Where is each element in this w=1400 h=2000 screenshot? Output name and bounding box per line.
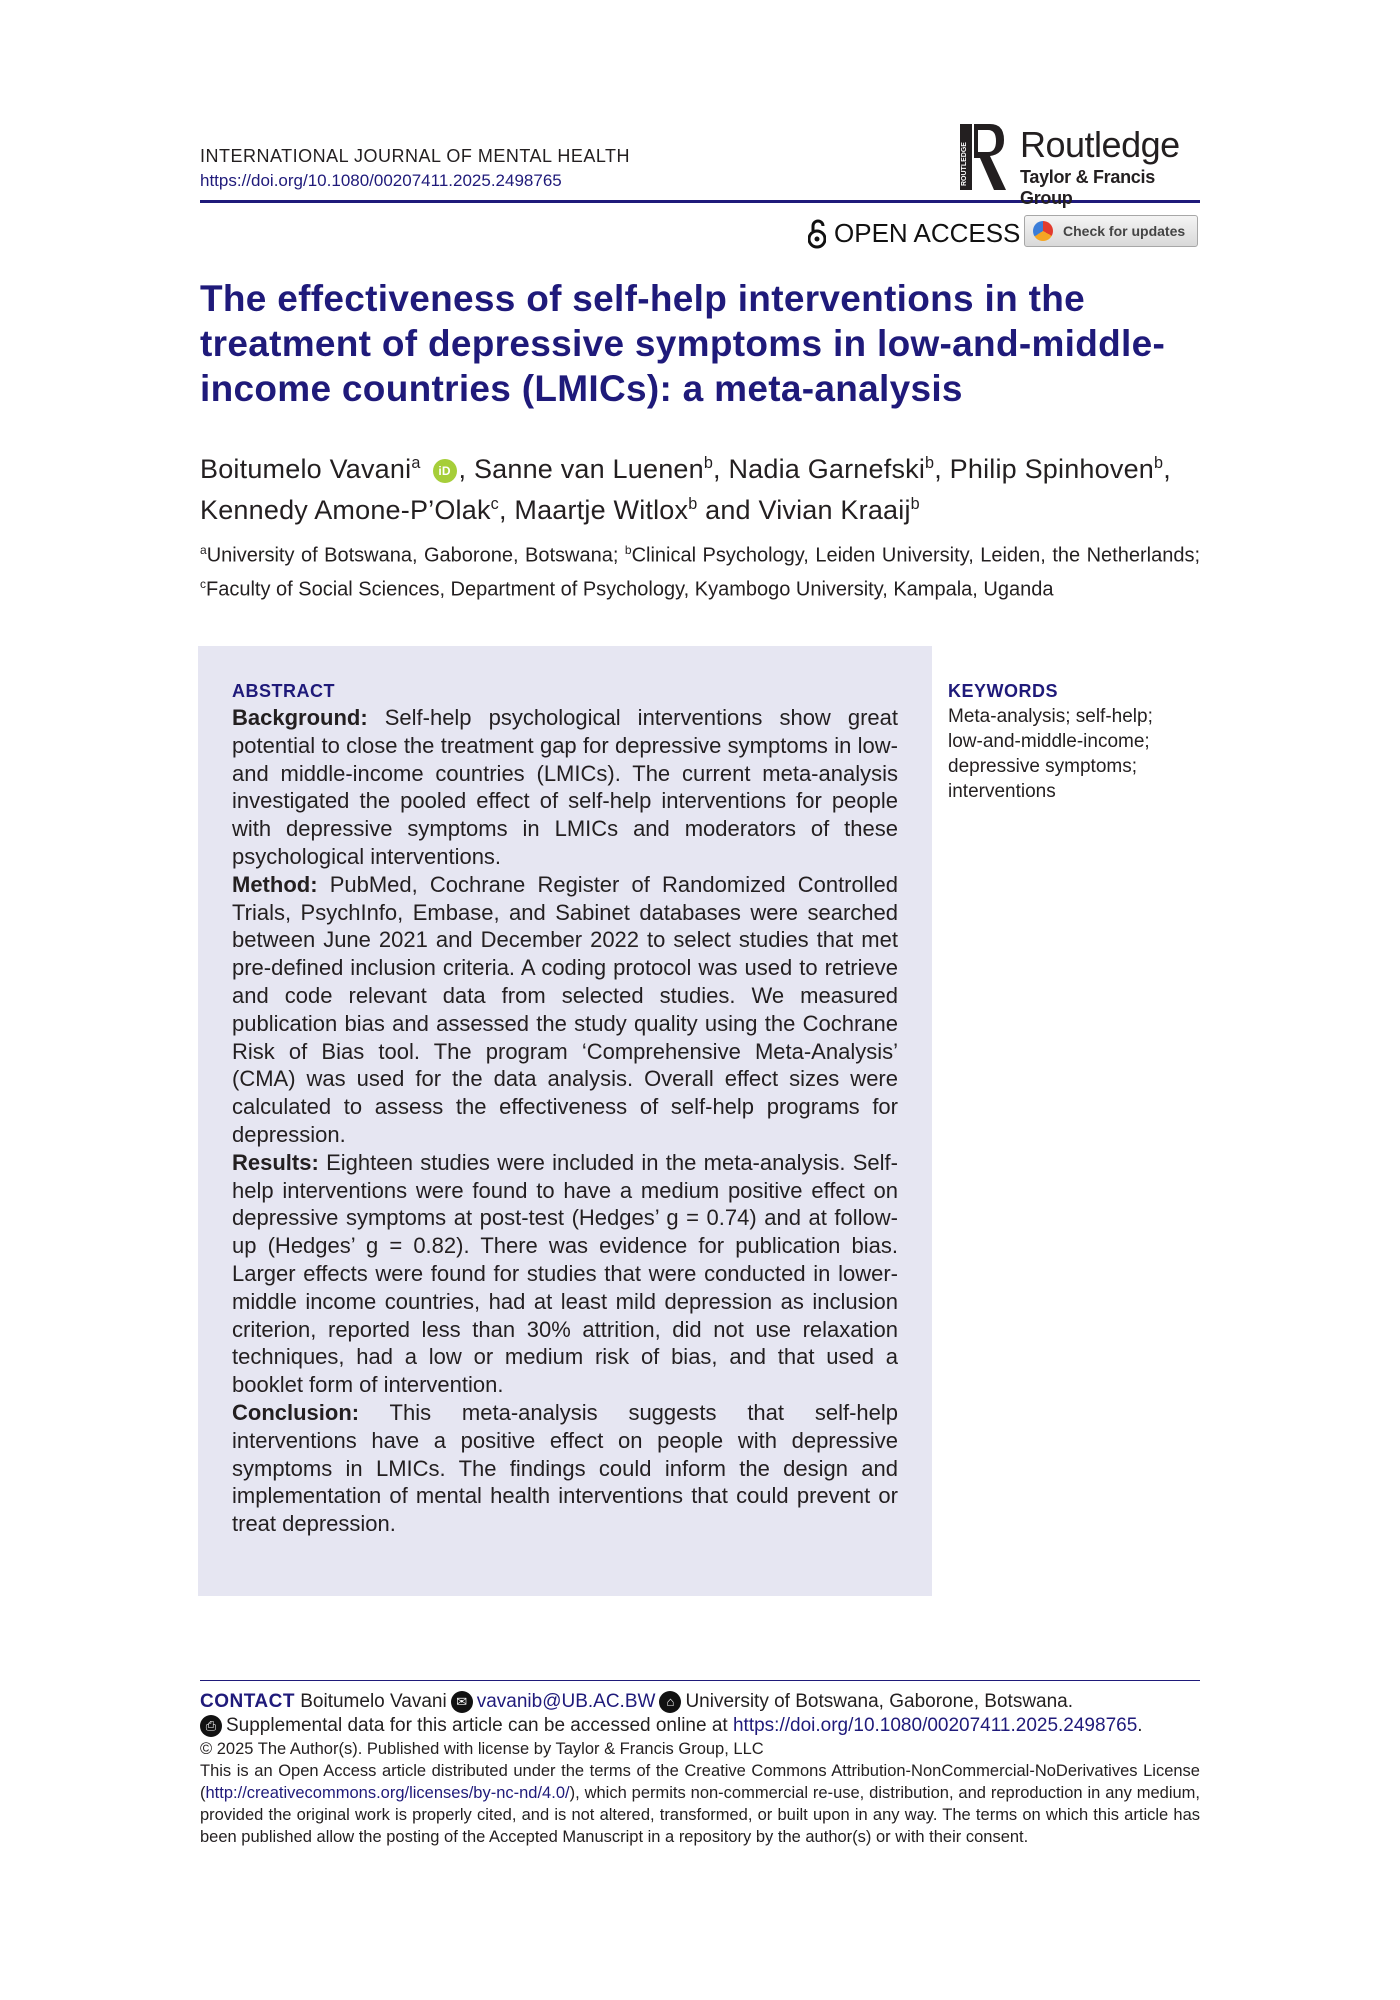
keywords-text: Meta-analysis; self-help; low-and-middle-income; depressive symptoms; interventions [948,706,1153,802]
check-for-updates-button[interactable] [1024,215,1198,247]
publisher-group: Taylor & Francis Group [1020,167,1155,208]
check-for-updates-label: Check for updates [1063,223,1186,239]
publisher-name: Routledge [1020,124,1180,165]
routledge-r-logo-icon [960,124,1008,190]
article-doi-link[interactable]: https://doi.org/10.1080/00207411.2025.2498765 [200,171,562,190]
author-list: Boitumelo Vavani$^a$ iD , Sanne van Luenen$^b$, Nadia Garnefski$^b$, Philip Spinhoven$^b$, Kennedy Amone-P’Olak$^c$, Maartje Witlox$^b$ and Vivian Kraaij$^b$ [200,454,1171,525]
license-link[interactable]: http://creativecommons.org/licenses/by-nc-nd/4.0/ [205,1784,570,1802]
keywords-block [948,680,1188,804]
supplemental-link[interactable]: https://doi.org/10.1080/00207411.2025.2498765 [732,1715,1138,1736]
contact-email-link[interactable]: vavanib@UB.AC.BW [476,1691,656,1712]
license-text [200,1738,1200,1848]
abstract-box [198,646,932,1596]
supplemental-icon: ⎙ [200,1715,222,1737]
author: Kennedy Amone-P’Olak$^c$ [200,495,499,525]
address-icon: ⌂ [659,1691,681,1713]
abstract-background: Background: Self-help psychological interventions show great potential to close the treatment gap for depressive symptoms in low-and middle-income countries (LMICs). The current meta-analysis investigated the pooled effect of self-help interventions for people with depressive symptoms in LMICs and moderators of these psychological interventions. [232,705,898,869]
journal-name: INTERNATIONAL JOURNAL OF MENTAL HEALTH [200,146,631,166]
open-access-label: OPEN ACCESS [834,218,1021,248]
author: Philip Spinhoven$^b$ [949,454,1164,484]
author: Boitumelo Vavani$^a$ [200,454,421,484]
open-lock-icon [808,219,826,249]
copyright-line: © 2025 The Author(s). Published with license by Taylor & Francis Group, LLC [200,1740,764,1758]
publisher-logo [960,124,1200,208]
license-paragraph: This is an Open Access article distributed under the terms of the Creative Commons Attribution-NonCommercial-NoDerivatives License (http://creativecommons.org/licenses/by-nc-nd/4.0/), which permits non-commercial re-use, distribution, and reproduction in any medium, provided the original work is properly cited, and is not altered, transformed, or built upon in any way. The terms on which this article has been published allow the posting of the Accepted Manuscript in a repository by the author(s) or with their consent. [200,1762,1200,1846]
contact-address: University of Botswana, Gaborone, Botswana. [685,1691,1074,1712]
article-title: The effectiveness of self-help interventions in the treatment of depressive symptoms in low-and-middle-income countries (LMICs): a meta-analysis [200,278,1166,409]
crossmark-icon [1033,221,1053,241]
abstract-conclusion: Conclusion: This meta-analysis suggests that self-help interventions have a positive effect on people with depressive symptoms in LMICs. The findings could inform the design and implementation of mental health interventions that could prevent or treat depression. [232,1399,898,1537]
abstract-results: Results: Eighteen studies were included in the meta-analysis. Self-help interventions were found to have a medium positive effect on depressive symptoms at post-test (Hedges’ g = 0.74) and at follow-up (Hedges’ g = 0.82). There was evidence for publication bias. Larger effects were found for studies that were conducted in lower-middle income countries, had at least mild depression as inclusion criterion, reported less than 30% attrition, did not use relaxation techniques, had a low or medium risk of bias, and that used a booklet form of intervention. [232,1149,898,1398]
contact-divider [200,1680,1200,1681]
supplemental-line: ⎙ Supplemental data for this article can be accessed online at https://doi.org/10.1080/00207411.2025.2498765. [200,1713,1200,1738]
contact-label: CONTACT [200,1691,295,1712]
email-icon: ✉ [451,1691,473,1713]
author: Nadia Garnefski$^b$ [728,454,935,484]
abstract-method: Method: PubMed, Cochrane Register of Randomized Controlled Trials, PsychInfo, Embase, and Sabinet databases were searched between June 2021 and December 2022 to select studies that met pre-defined inclusion criteria. A coding protocol was used to retrieve and code relevant data from selected studies. We measured publication bias and assessed the study quality using the Cochrane Risk of Bias tool. The program ‘Comprehensive Meta-Analysis’ (CMA) was used for the data analysis. Overall effect sizes were calculated to assess the effectiveness of self-help programs for depression. [232,871,898,1147]
contact-name: Boitumelo Vavani [300,1691,447,1712]
orcid-icon[interactable]: iD [433,459,457,483]
author: Sanne van Luenen$^b$ [473,454,714,484]
abstract-heading: ABSTRACT [232,681,335,701]
affiliations: $^a$University of Botswana, Gaborone, Botswana; $^b$Clinical Psychology, Leiden University, Leiden, the Netherlands; $^c$Faculty of Social Sciences, Department of Psychology, Kyambogo University, Kampala, Uganda [200,543,1201,601]
open-access-badge [808,218,1020,249]
author: Maartje Witlox$^b$ [514,495,698,525]
author: Vivian Kraaij$^b$ [758,495,920,525]
logo-side-text: ROUTLEDGE [961,142,968,186]
abstract-content [232,680,898,1538]
keywords-heading: KEYWORDS [948,681,1059,701]
contact-line [200,1689,1200,1714]
